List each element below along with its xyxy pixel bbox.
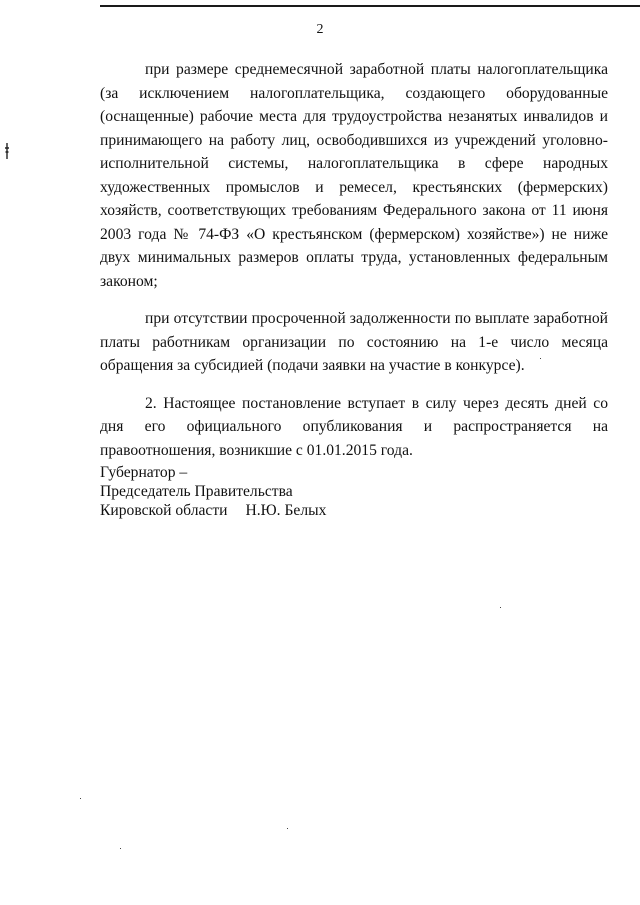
scan-speck [540,358,541,359]
signature-title-line3: Кировской области [100,502,228,519]
scan-speck [120,848,121,849]
signature-title-line2: Председатель Правительства [100,483,293,500]
signature-block [100,463,326,520]
paragraph-effective-date: 2. Настоящее постановление вступает в силу через десять дней со дня его официального опубликования и распространяется на правоотношения, возникшие с 01.01.2015 года. [100,394,608,459]
paragraph-no-arrears-condition: при отсутствии просроченной задолженности по выплате заработной платы работникам организации по состоянию на 1-е число месяца обращения за субсидией (подачи заявки на участие в конкурсе). [100,310,608,374]
paragraph-salary-condition: при размере среднемесячной заработной платы налогоплательщика (за исключением налогоплательщика, создающего оборудованные (оснащенные) рабочие места для трудоустройства незанятых инвалидов и принимающего на работу лиц, освободившихся из учреждений уголовно-исполнительной системы, налогоплательщика в сфере народных художественных промыслов и ремесел, крестьянских (фермерских) хозяйств, соответствующих требованиям Федерального закона от 11 июня 2003 года № 74-ФЗ «О крестьянском (фермерском) хозяйстве») не ниже двух минимальных размеров оплаты труда, установленных федеральным законом; [100,61,608,290]
page-number: 2 [316,22,324,37]
signatory-name: Н.Ю. Белых [245,502,327,519]
scan-speck [500,607,501,608]
margin-mark-icon [4,143,10,159]
scan-speck [287,828,288,829]
top-rule [100,5,640,7]
signature-title-line1: Губернатор – [100,464,188,481]
scan-speck [80,798,81,799]
document-body [100,58,608,462]
signature-title-line3-row [100,501,326,520]
